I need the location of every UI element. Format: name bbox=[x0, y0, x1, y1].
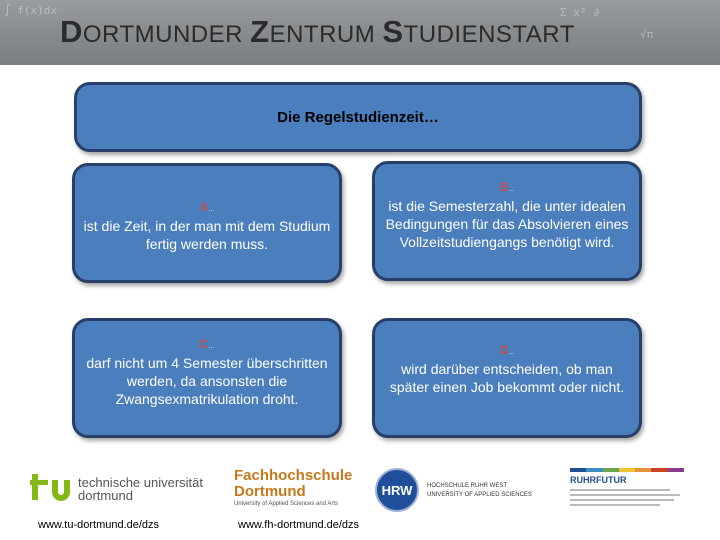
option-text: ist die Zeit, in der man mit dem Studium fertig werden muss. bbox=[83, 218, 331, 252]
tu-name-line1: technische universität bbox=[78, 475, 204, 490]
tu-name-line2: dortmund bbox=[78, 488, 133, 503]
option-letter: D… bbox=[499, 343, 515, 357]
chalk-decoration: Σ x² ∂ bbox=[560, 6, 600, 19]
option-text: wird darüber entscheiden, ob man später einen Job bekommt oder nicht. bbox=[389, 361, 625, 395]
answer-option-d[interactable] bbox=[372, 318, 642, 438]
fh-subtitle: University of Applied Sciences and Arts bbox=[234, 501, 339, 507]
hrw-name: HOCHSCHULE RUHR WEST bbox=[427, 483, 508, 489]
option-text: darf nicht um 4 Semester überschritten werden, da ansonsten die Zwangsexmatrikulation droht. bbox=[86, 355, 328, 407]
question-box bbox=[74, 82, 642, 152]
hrw-subtitle: UNIVERSITY OF APPLIED SCIENCES bbox=[427, 492, 532, 498]
ruhrfutur-name: RUHRFUTUR bbox=[570, 475, 627, 485]
chalk-decoration: ∫ f(x)dx bbox=[4, 4, 57, 17]
ruhrfutur-tagline-lines bbox=[570, 489, 690, 506]
header-banner bbox=[0, 0, 720, 65]
fh-name-line2: Dortmund bbox=[234, 483, 306, 500]
answer-option-c[interactable] bbox=[72, 318, 342, 438]
hrw-badge-icon: HRW bbox=[375, 468, 419, 512]
option-letter: B… bbox=[499, 180, 515, 194]
fh-url-link[interactable]: www.fh-dortmund.de/dzs bbox=[238, 519, 360, 531]
tu-url-link[interactable]: www.tu-dortmund.de/dzs bbox=[38, 519, 160, 531]
question-heading: Die Regelstudienzeit… bbox=[277, 109, 439, 126]
option-text: ist die Semesterzahl, die unter idealen Bedingungen für das Absolvieren eines Vollzeitstudiengangs benötigt wird. bbox=[385, 198, 629, 250]
answer-option-b[interactable] bbox=[372, 161, 642, 281]
tu-logo-icon bbox=[30, 470, 74, 506]
fh-name-line1: Fachhochschule bbox=[234, 467, 353, 484]
option-letter: A… bbox=[199, 200, 215, 214]
answer-option-a[interactable] bbox=[72, 163, 342, 283]
ruhrfutur-color-bar bbox=[570, 468, 684, 472]
hrw-logo[interactable] bbox=[375, 468, 555, 516]
page-title: DORTMUNDER ZENTRUM STUDIENSTART bbox=[60, 14, 575, 49]
chalk-decoration: √π bbox=[640, 28, 654, 41]
fh-dortmund-logo[interactable] bbox=[234, 468, 364, 512]
option-letter: C… bbox=[199, 337, 215, 351]
ruhrfutur-logo[interactable] bbox=[570, 468, 690, 514]
tu-dortmund-logo[interactable] bbox=[30, 470, 220, 506]
